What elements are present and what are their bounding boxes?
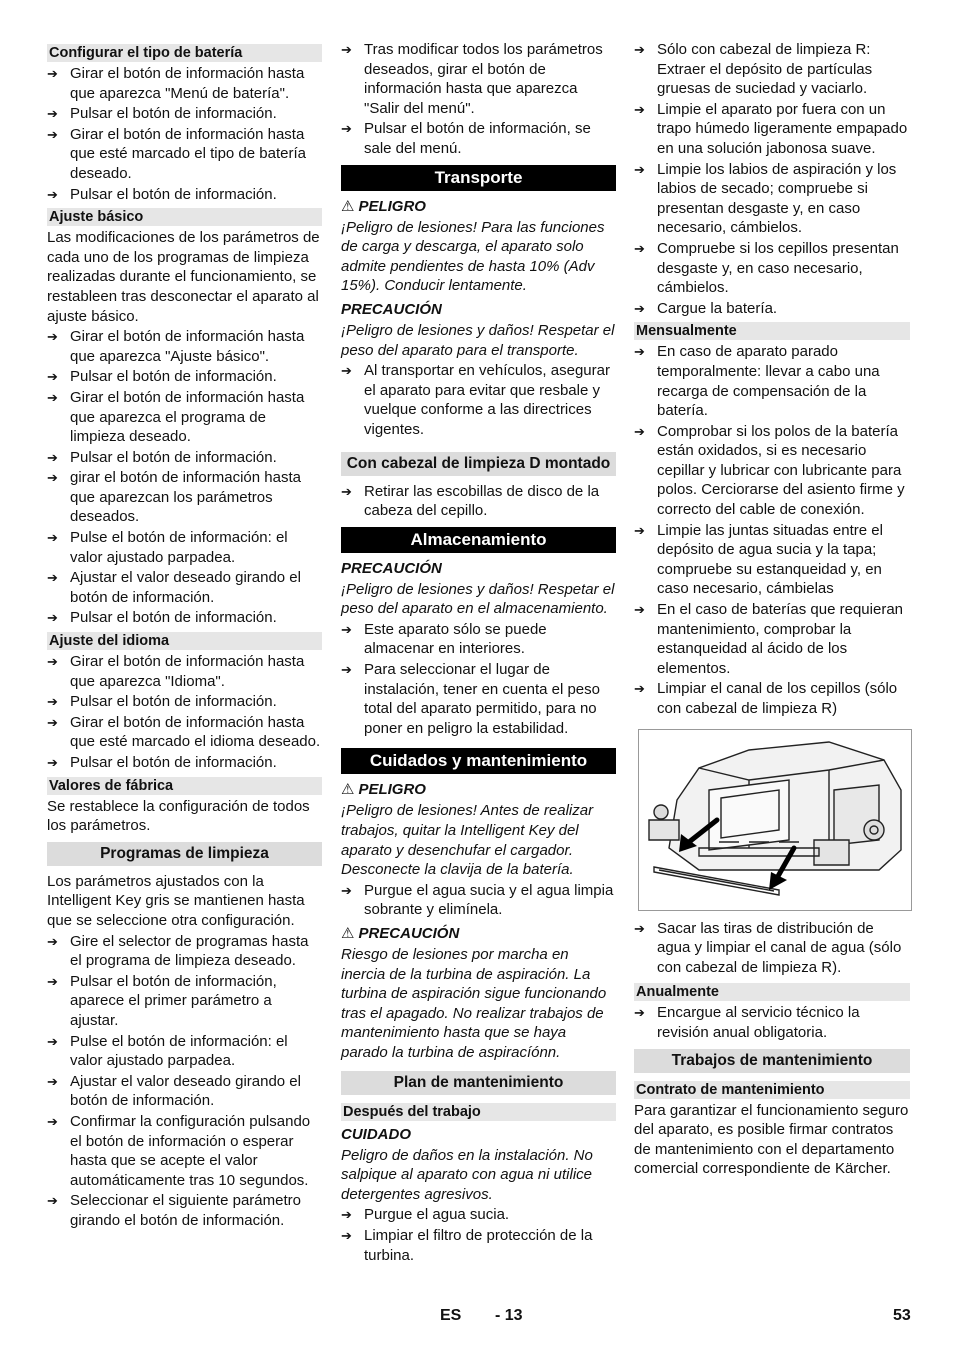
list-item: ➔ Pulsar el botón de información. xyxy=(47,185,277,203)
paragraph: Se restablece la configuración de todos los parámetros. xyxy=(47,797,310,835)
arrow-icon: ➔ xyxy=(47,449,58,465)
column-right xyxy=(634,40,910,1180)
paragraph: ¡Peligro de lesiones y daños! Respetar el peso del aparato para el transporte. xyxy=(341,321,615,359)
list-item: ➔ Limpie las juntas situadas entre el depósito de agua sucia y la tapa; compruebe su estanqueidad y, en caso necesario, cámbielas xyxy=(634,521,883,598)
arrow-icon: ➔ xyxy=(634,240,645,256)
heading-after-work: Después del trabajo xyxy=(341,1103,616,1121)
list-item: ➔ Sacar las tiras de distribución de agua y limpiar el canal de agua (sólo con cabezal de limpieza R). xyxy=(634,919,902,976)
list-item: ➔ Girar el botón de información hasta que aparezca el programa de limpieza deseado. xyxy=(47,388,305,446)
caution-label: ⚠ PRECAUCIÓN xyxy=(341,925,460,942)
heading-factory-values: Valores de fábrica xyxy=(47,777,322,795)
arrow-icon: ➔ xyxy=(634,344,645,360)
heading-battery-type: Configurar el tipo de batería xyxy=(47,44,322,62)
arrow-icon: ➔ xyxy=(634,300,645,316)
warning-icon: ⚠ xyxy=(341,925,355,942)
list-item: ➔ Pulsar el botón de información, aparece el primer parámetro a ajustar. xyxy=(47,972,277,1029)
footer-language: ES xyxy=(440,1307,462,1324)
arrow-icon: ➔ xyxy=(47,66,58,81)
paragraph: ¡Peligro de lesiones y daños! Respetar el peso del aparato en el almacenamiento. xyxy=(341,580,615,618)
arrow-icon: ➔ xyxy=(341,363,352,379)
arrow-icon: ➔ xyxy=(47,755,58,770)
footer-local-page: - 13 xyxy=(495,1307,523,1324)
list-item: ➔ Comprobar si los polos de la batería están oxidados, si es necesario cepillar y lubricar con lubricante para polos. Cerciorarse del asiento firme y correcto del cable de conexión. xyxy=(634,422,905,519)
arrow-icon: ➔ xyxy=(47,933,58,949)
arrow-icon: ➔ xyxy=(47,1033,58,1049)
heading-maintenance-contract: Contrato de mantenimiento xyxy=(634,1081,910,1099)
list-item: ➔ Sólo con cabezal de limpieza R: Extraer el depósito de partículas gruesas de suciedad y vaciarlo. xyxy=(634,41,873,98)
arrow-icon: ➔ xyxy=(47,654,58,670)
arrow-icon: ➔ xyxy=(341,882,352,898)
heading-care-maintenance: Cuidados y mantenimiento xyxy=(341,748,616,774)
list-item: ➔ Al transportar en vehículos, asegurar el aparato para evitar que resbale y vuelque conforme a las directrices vigentes. xyxy=(341,362,610,438)
warning-icon: ⚠ xyxy=(341,197,355,215)
list-item: ➔ Seleccionar el siguiente parámetro girando el botón de información. xyxy=(47,1192,301,1229)
column-left xyxy=(47,40,322,1231)
heading-annually: Anualmente xyxy=(634,983,910,1001)
list-item: ➔ Limpie los labios de aspiración y los labios de secado; compruebe si presentan desgaste y, en caso necesario, cámbielos. xyxy=(634,160,897,237)
arrow-icon: ➔ xyxy=(47,369,58,385)
column-middle xyxy=(341,40,616,1266)
arrow-icon: ➔ xyxy=(47,1113,58,1129)
list-item: ➔ En el caso de baterías que requieran mantenimiento, comprobar la estanqueidad al ácido de los elementos. xyxy=(634,601,903,677)
arrow-icon: ➔ xyxy=(341,483,352,499)
brush-head-drawing xyxy=(639,730,911,910)
arrow-icon: ➔ xyxy=(47,329,58,345)
arrow-icon: ➔ xyxy=(47,389,58,405)
cleaning-head-illustration xyxy=(638,729,912,911)
list-item: ➔ Limpiar el filtro de protección de la turbina. xyxy=(341,1226,593,1264)
list-item: ➔ Pulse el botón de información: el valor ajustado parpadea. xyxy=(47,1032,288,1070)
list-item: ➔ Ajustar el valor deseado girando el botón de información. xyxy=(47,569,301,606)
warning-label: ⚠ PELIGRO xyxy=(341,781,426,799)
paragraph: Los parámetros ajustados con la Intelligent Key gris se mantienen hasta que se seleccione otra configuración. xyxy=(47,872,305,929)
list-item: ➔ Para seleccionar el lugar de instalación, tener en cuenta el peso total del aparato permitido, para no poner en peligro la estabilidad. xyxy=(341,661,600,737)
list-item: ➔ Pulsar el botón de información. xyxy=(47,693,277,711)
heading-cleaning-programs: Programas de limpieza xyxy=(47,842,322,866)
arrow-icon: ➔ xyxy=(341,121,352,137)
list-item: ➔ Limpie el aparato por fuera con un trapo húmedo ligeramente empapado en una solución jabonosa suave. xyxy=(634,100,908,157)
arrow-icon: ➔ xyxy=(47,570,58,586)
arrow-icon: ➔ xyxy=(47,714,58,730)
warning-label: ⚠ PELIGRO xyxy=(341,197,426,215)
heading-transport: Transporte xyxy=(341,165,616,191)
list-item: ➔ Girar el botón de información hasta que esté marcado el idioma deseado. xyxy=(47,713,321,751)
footer-page-number: 53 xyxy=(893,1307,911,1324)
list-item: ➔ girar el botón de información hasta que aparezcan los parámetros deseados. xyxy=(47,469,301,526)
warning-icon: ⚠ xyxy=(341,781,355,799)
caution-label: PRECAUCIÓN xyxy=(341,300,442,318)
arrow-icon: ➔ xyxy=(634,1005,645,1021)
list-item: ➔ Retirar las escobillas de disco de la cabeza del cepillo. xyxy=(341,482,600,520)
arrow-icon: ➔ xyxy=(634,161,645,177)
arrow-icon: ➔ xyxy=(634,602,645,618)
arrow-icon: ➔ xyxy=(47,694,58,710)
arrow-icon: ➔ xyxy=(341,662,352,678)
list-item: ➔ Pulsar el botón de información. xyxy=(47,448,277,466)
heading-storage: Almacenamiento xyxy=(341,527,616,553)
arrow-icon: ➔ xyxy=(634,920,645,936)
list-item: ➔ Pulsar el botón de información. xyxy=(47,754,277,771)
paragraph: Para garantizar el funcionamiento seguro del aparato, es posible firmar contratos de mantenimiento con el departamento comercial correspondiente de Kärcher. xyxy=(634,1101,909,1178)
heading-basic-setting: Ajuste básico xyxy=(47,208,322,226)
arrow-icon: ➔ xyxy=(634,681,645,697)
list-item: ➔ Pulsar el botón de información. xyxy=(47,609,277,627)
arrow-icon: ➔ xyxy=(47,470,58,486)
list-item: ➔ Pulsar el botón de información. xyxy=(47,105,277,123)
list-item: ➔ En caso de aparato parado temporalmente: llevar a cabo una recarga de compensación de la batería. xyxy=(634,343,880,420)
paragraph: Las modificaciones de los parámetros de cada uno de los programas de limpieza realizadas durante el funcionamiento, se restableen tras desconectar el aparato al ajuste básico. xyxy=(47,229,320,325)
arrow-icon: ➔ xyxy=(341,621,352,637)
list-item: ➔ Este aparato sólo se puede almacenar en interiores. xyxy=(341,620,547,658)
heading-language: Ajuste del idioma xyxy=(47,632,322,650)
list-item: ➔ Tras modificar todos los parámetros deseados, girar el botón de información hasta que aparezca "Salir del menú". xyxy=(341,41,603,117)
heading-maintenance-work: Trabajos de mantenimiento xyxy=(634,1049,910,1073)
arrow-icon: ➔ xyxy=(341,42,352,57)
list-item: ➔ Pulsar el botón de información. xyxy=(47,368,277,386)
list-item: ➔ Girar el botón de información hasta que aparezca "Idioma". xyxy=(47,653,305,690)
arrow-icon: ➔ xyxy=(634,522,645,538)
list-item: ➔ Limpiar el canal de los cepillos (sólo con cabezal de limpieza R) xyxy=(634,680,898,717)
list-item: ➔ Compruebe si los cepillos presentan desgaste y, en caso necesario, cámbielos. xyxy=(634,239,899,297)
arrow-icon: ➔ xyxy=(634,42,645,57)
list-item: ➔ Cargue la batería. xyxy=(634,299,778,317)
list-item: ➔ Girar el botón de información hasta que aparezca "Menú de batería". xyxy=(47,65,305,102)
paragraph: ¡Peligro de lesiones! Antes de realizar trabajos, quitar la Intelligent Key del aparato y desenchufar el cargador. Desconecte la clavija de la batería. xyxy=(341,802,594,879)
list-item: ➔ Purgue el agua sucia y el agua limpia sobrante y elimínela. xyxy=(341,881,614,919)
arrow-icon: ➔ xyxy=(634,101,645,117)
arrow-icon: ➔ xyxy=(634,423,645,439)
arrow-icon: ➔ xyxy=(47,1193,58,1209)
care-label: CUIDADO xyxy=(341,1125,411,1143)
heading-monthly: Mensualmente xyxy=(634,322,910,340)
paragraph: Riesgo de lesiones por marcha en inercia de la turbina de aspiración. La turbina de aspiración sigue funcionando tras el apagado. No realizar trabajos de mantenimiento hasta que se haya parado la turbina de aspiracíónn. xyxy=(341,946,607,1061)
arrow-icon: ➔ xyxy=(341,1207,352,1223)
list-item: ➔ Gire el selector de programas hasta el programa de limpieza deseado. xyxy=(47,932,309,970)
arrow-icon: ➔ xyxy=(47,530,58,546)
list-item: ➔ Purgue el agua sucia. xyxy=(341,1206,510,1224)
arrow-icon: ➔ xyxy=(47,106,58,122)
heading-d-cleaning-head: Con cabezal de limpieza D montado xyxy=(341,452,616,476)
list-item: ➔ Encargue al servicio técnico la revisión anual obligatoria. xyxy=(634,1004,860,1041)
list-item: ➔ Girar el botón de información hasta que esté marcado el tipo de batería deseado. xyxy=(47,125,306,182)
list-item: ➔ Pulse el botón de información: el valor ajustado parpadea. xyxy=(47,529,288,566)
paragraph: ¡Peligro de lesiones! Para las funciones de carga y descarga, el aparato solo admite pendientes de hasta 10% (Adv 15%). Conducir lentamente. xyxy=(341,218,605,295)
list-item: ➔ Confirmar la configuración pulsando el botón de información o esperar hasta que se acepte el valor automáticamente tras 10 segundos. xyxy=(47,1112,311,1189)
arrow-icon: ➔ xyxy=(47,126,58,142)
arrow-icon: ➔ xyxy=(47,610,58,626)
caution-label: PRECAUCIÓN xyxy=(341,559,442,577)
arrow-icon: ➔ xyxy=(47,973,58,989)
list-item: ➔ Girar el botón de información hasta que aparezca "Ajuste básico". xyxy=(47,328,305,365)
list-item: ➔ Ajustar el valor deseado girando el botón de información. xyxy=(47,1072,301,1110)
arrow-icon: ➔ xyxy=(47,186,58,202)
list-item: ➔ Pulsar el botón de información, se sale del menú. xyxy=(341,120,591,157)
heading-maintenance-plan: Plan de mantenimiento xyxy=(341,1071,616,1095)
arrow-icon: ➔ xyxy=(47,1073,58,1089)
paragraph: Peligro de daños en la instalación. No salpique al aparato con agua ni utilice detergentes agresivos. xyxy=(341,1146,593,1203)
arrow-icon: ➔ xyxy=(341,1227,352,1243)
